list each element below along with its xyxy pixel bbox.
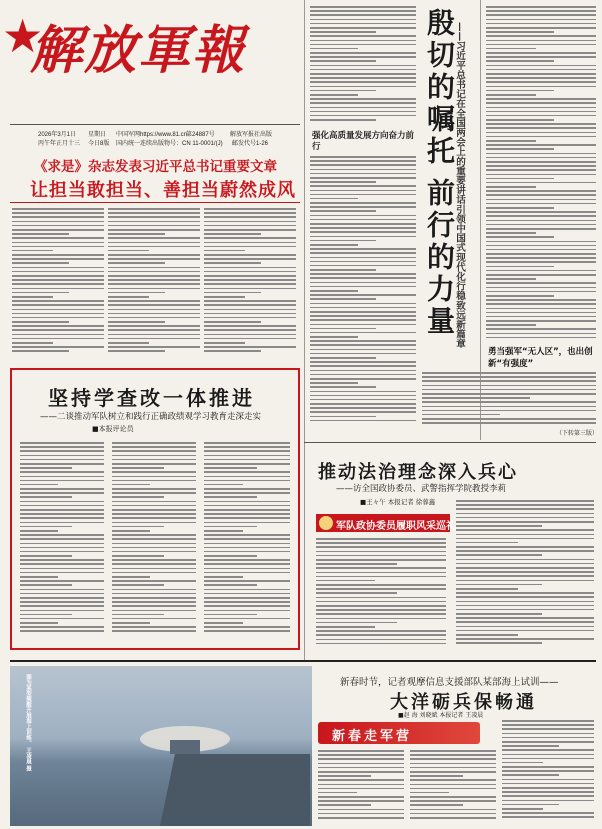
right-body (486, 6, 596, 346)
naval-training-photo (10, 666, 312, 826)
rule-of-law-byline: ■王々午 本报记者 徐蓉鑫 (360, 498, 436, 506)
issue-postal: 邮发代号1-26 (232, 141, 269, 147)
cppcc-emblem-icon (319, 516, 333, 530)
bottom-body-col2 (410, 750, 496, 824)
ship-deck (160, 754, 310, 826)
commentary-body-col2 (112, 442, 196, 640)
issue-number: 第24887号 (186, 132, 215, 138)
column-divider-1 (304, 0, 305, 660)
feature-headline-b: 前行的力量 (423, 178, 456, 338)
rule-of-law-top-rule (304, 442, 596, 443)
feature-subtitle: ——习近平总书记在全国两会上的重要讲话引领中国式现代化行稳致远新篇章 (454, 22, 465, 349)
rule-of-law-body-col2 (456, 500, 594, 650)
issue-publisher: 解放军报社出版 (230, 132, 273, 138)
commentary-headline: 坚持学查改一体推进 (48, 386, 255, 410)
masthead-title: 解放軍報 (30, 20, 247, 81)
mid-subhead: 强化高质量发展方向奋力前行 (312, 131, 415, 152)
lead-body-col1 (12, 208, 104, 360)
new-spring-banner-text: 新春走军营 (332, 729, 413, 744)
commentary-subtitle: ——二谈推动军队树立和践行正确政绩观学习教育走深走实 (40, 412, 262, 422)
issue-weekday: 星期日 (88, 132, 107, 138)
lead-body-col3 (204, 208, 296, 360)
lead-rule (10, 202, 300, 203)
lead-headline: 让担当敢担当、善担当蔚然成风 (30, 180, 296, 201)
lead-body-col2 (108, 208, 200, 360)
rule-of-law-subtitle: ——访全国政协委员、武警指挥学院教授李莉 (336, 484, 507, 494)
masthead-star-icon: ★ (2, 9, 44, 63)
rule-of-law-headline: 推动法治理念深入兵心 (318, 462, 518, 483)
issue-lunar: 丙午年正月十三 (38, 141, 81, 147)
right-box-continued: （下转第三版） (556, 431, 599, 437)
commentary-body-col1 (20, 442, 104, 640)
bottom-body-col1 (318, 750, 404, 824)
bottom-rule (10, 660, 596, 662)
rule-of-law-banner-text: 军队政协委员履职风采巡礼 (336, 521, 456, 532)
rule-of-law-body-col1 (316, 538, 446, 650)
commentary-byline: ■本报评论员 (92, 425, 134, 433)
issue-cn: 国内统一连续出版物号：CN 11-0001/(J) (116, 141, 223, 147)
right-box-headline: 勇当强军“无人区”，也出创新“有强度” (488, 347, 593, 369)
deck-gun (170, 740, 200, 754)
commentary-body-col3 (204, 442, 290, 640)
mid-body-top (310, 6, 416, 128)
bottom-headline: 大洋砺兵保畅通 (390, 692, 537, 713)
issue-date: 2026年3月1日 (38, 132, 77, 138)
issue-pages: 今日8版 (88, 141, 110, 147)
lead-kicker: 《求是》杂志发表习近平总书记重要文章 (34, 159, 277, 175)
mid-body-bottom (310, 156, 416, 436)
feature-headline-a: 殷切的嘱托 (423, 8, 456, 168)
bottom-byline: ■赵 海 刘晓斌 本报记者 王凌晨 (398, 712, 484, 719)
bottom-body-col3 (502, 720, 594, 824)
right-box-body (422, 372, 596, 428)
bottom-kicker: 新春时节，记者观摩信息支援部队某部海上试训—— (340, 677, 559, 688)
photo-caption: 图为某型舰艇开展海上训练。 王凌晨 摄 (25, 674, 31, 772)
issue-website[interactable]: 中国军网https://www.81.cn (116, 132, 188, 138)
masthead-rule (10, 124, 300, 125)
